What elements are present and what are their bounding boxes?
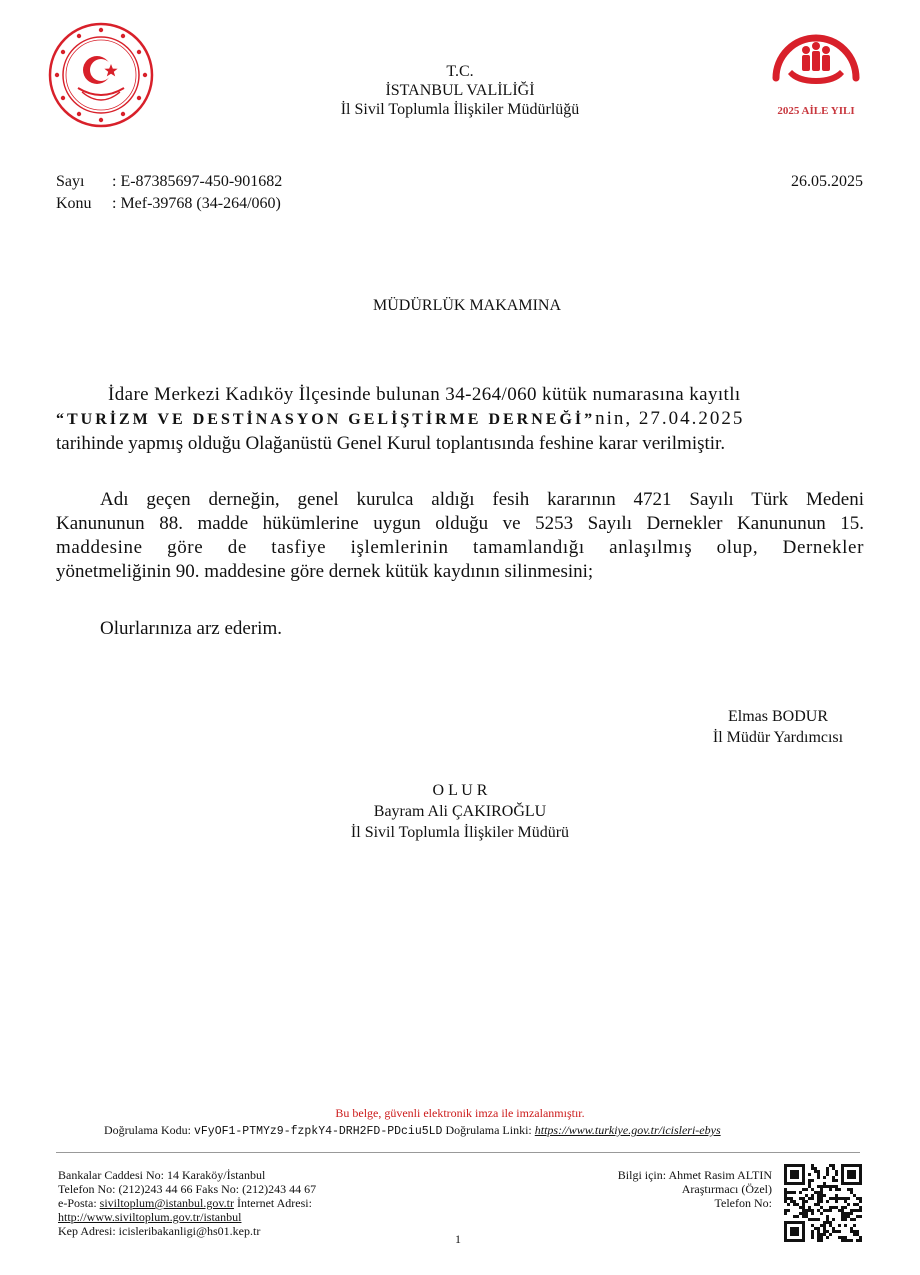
footer-kep: Kep Adresi: icisleribakanligi@hs01.kep.tr bbox=[58, 1224, 261, 1238]
body-paragraph-1 bbox=[56, 383, 864, 456]
ministry-seal-logo bbox=[48, 22, 154, 128]
footer-address: Bankalar Caddesi No: 14 Karaköy/İstanbul bbox=[58, 1168, 266, 1182]
e-signature-notice: Bu belge, güvenli elektronik imza ile imzalanmıştır. bbox=[335, 1106, 585, 1120]
addressee: MÜDÜRLÜK MAKAMINA bbox=[373, 297, 561, 314]
p1-line-2 bbox=[56, 407, 864, 432]
association-name: “TURİZM VE DESTİNASYON GELİŞTİRME DERNEĞİ” bbox=[56, 411, 596, 428]
sayi-value: : E-87385697-450-901682 bbox=[112, 173, 283, 190]
footer-email-label: e-Posta: bbox=[58, 1196, 97, 1210]
konu-label: Konu bbox=[56, 195, 92, 212]
approval-name: Bayram Ali ÇAKIROĞLU bbox=[373, 803, 547, 820]
p1-line-2-rest: nin, 27.04.2025 bbox=[595, 408, 745, 429]
approval-olur: O L U R bbox=[432, 782, 488, 799]
p2-line-3: maddesine göre de tasfiye işlemlerinin tamamlandığı anlaşılmış olup, Dernekler bbox=[56, 537, 864, 558]
approval-title: İl Sivil Toplumla İlişkiler Müdürü bbox=[350, 824, 570, 841]
footer-email-link[interactable]: siviltoplum@istanbul.gov.tr bbox=[99, 1196, 234, 1210]
signer-block bbox=[693, 706, 863, 748]
document-date: 26.05.2025 bbox=[791, 173, 863, 190]
footer-info bbox=[618, 1168, 772, 1210]
konu-value: : Mef-39768 (34-264/060) bbox=[112, 195, 281, 212]
header-valilik: İSTANBUL VALİLİĞİ bbox=[385, 82, 535, 99]
konu-row bbox=[56, 193, 282, 215]
footer-web-link[interactable]: http://www.siviltoplum.gov.tr/istanbul bbox=[58, 1210, 242, 1224]
document-meta bbox=[56, 171, 282, 215]
approval-block bbox=[260, 780, 660, 843]
info-role: Araştırmacı (Özel) bbox=[681, 1182, 772, 1196]
info-phone: Telefon No: bbox=[714, 1196, 772, 1210]
verification-link-label: Doğrulama Linki: bbox=[445, 1123, 532, 1137]
body-paragraph-3 bbox=[56, 617, 864, 641]
signer-title: İl Müdür Yardımcısı bbox=[712, 729, 844, 746]
family-year-logo bbox=[766, 18, 866, 104]
qr-code bbox=[784, 1164, 862, 1242]
header-directorate: İl Sivil Toplumla İlişkiler Müdürlüğü bbox=[340, 101, 580, 118]
signer-name: Elmas BODUR bbox=[728, 708, 828, 725]
header-tc: T.C. bbox=[446, 63, 474, 80]
verification-link[interactable]: https://www.turkiye.gov.tr/icisleri-ebys bbox=[534, 1123, 721, 1137]
verification-code-label: Doğrulama Kodu: bbox=[104, 1123, 191, 1137]
ministry-seal-text bbox=[48, 130, 154, 131]
p2-line-2: Kanununun 88. madde hükümlerine uygun olduğu ve 5253 Sayılı Dernekler Kanununun 15. bbox=[56, 513, 864, 534]
letterhead bbox=[260, 62, 660, 119]
footer-web-label: İnternet Adresi: bbox=[236, 1196, 312, 1210]
footer-contact bbox=[58, 1168, 316, 1242]
sayi-label: Sayı bbox=[56, 173, 85, 190]
p2-line-4: yönetmeliğinin 90. maddesine göre dernek kütük kaydının silinmesini; bbox=[56, 561, 594, 582]
info-contact-person: Bilgi için: Ahmet Rasim ALTIN bbox=[617, 1168, 772, 1182]
verification-code: vFyOF1-PTMYz9-fzpkY4-DRH2FD-PDciu5LD bbox=[193, 1125, 443, 1138]
p1-line-1: İdare Merkezi Kadıköy İlçesinde bulunan 34-264/060 kütük numarasına kayıtlı bbox=[108, 384, 741, 405]
family-year-label: 2025 AİLE YILI bbox=[777, 105, 855, 117]
p1-line-3: tarihinde yapmış olduğu Olağanüstü Genel Kurul toplantısında feshine karar verilmiştir. bbox=[56, 433, 726, 454]
footer-phone: Telefon No: (212)243 44 66 Faks No: (212)243 44 67 bbox=[58, 1182, 317, 1196]
sayi-row bbox=[56, 171, 282, 193]
p2-line-1: Adı geçen derneğin, genel kurulca aldığı fesih kararının 4721 Sayılı Türk Medeni bbox=[100, 489, 864, 510]
footer-email-row bbox=[58, 1196, 316, 1210]
p3-line: Olurlarınıza arz ederim. bbox=[100, 618, 282, 639]
verification-row bbox=[104, 1123, 721, 1139]
footer-divider bbox=[56, 1152, 860, 1153]
page-number: 1 bbox=[455, 1232, 461, 1246]
body-paragraph-2 bbox=[56, 488, 864, 584]
